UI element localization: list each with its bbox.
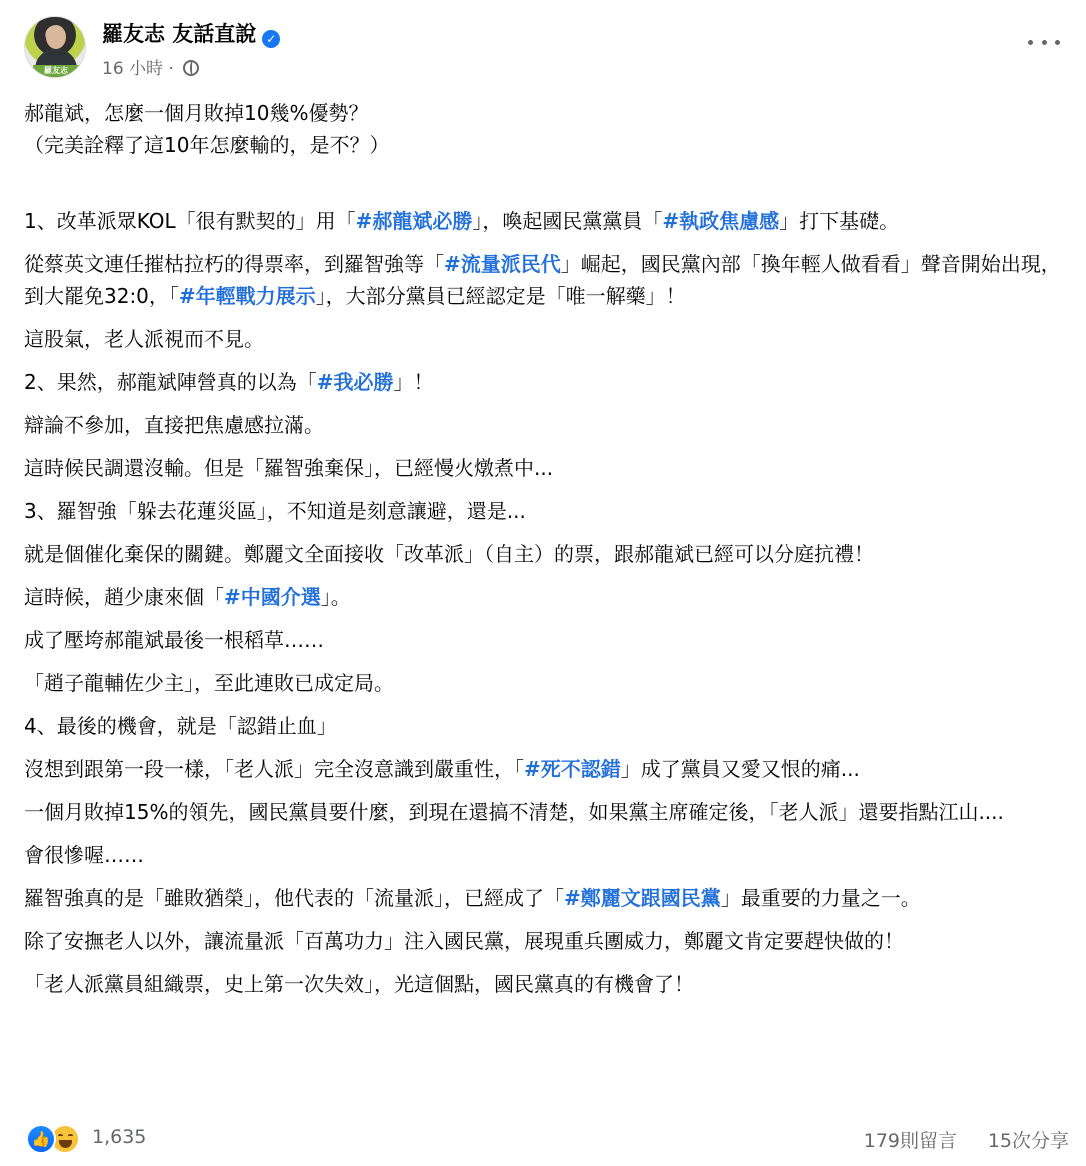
hashtag-link[interactable]: #我必勝 [316,370,394,394]
globe-icon [183,60,199,76]
haha-eye [68,1134,73,1137]
post-paragraph: 會很慘喔…… [24,843,144,867]
more-dot [1042,40,1047,45]
post-timestamp[interactable]: 16 小時 [102,59,164,79]
meta-separator: · [168,59,174,79]
text-run: 2、果然，郝龍斌陣營真的以為「 [24,370,317,394]
more-dot [1055,40,1060,45]
post-paragraph: 成了壓垮郝龍斌最後一根稻草…… [24,628,324,652]
text-run: 1、改革派眾KOL「很有默契的」用「 [24,209,356,233]
post-footer [24,1120,1069,1156]
post-paragraph: 除了安撫老人以外，讓流量派「百萬功力」注入國民黨，展現重兵團威力，鄭麗文肯定要趕快做的！ [24,929,904,953]
post-paragraph [24,205,1069,237]
page-name-row [102,18,280,48]
text-run: 」，大部分黨員已經認定是「唯一解藥」！ [315,284,686,308]
haha-mouth [59,1140,72,1148]
verified-badge-icon: ✓ [262,30,280,48]
post-paragraph: 郝龍斌，怎麼一個月敗掉10幾%優勢？ [24,101,369,125]
text-run: 」！ [393,370,434,394]
post-paragraph: （完美詮釋了這10年怎麼輸的，是不？） [24,133,390,157]
avatar-face [46,25,66,49]
share-count-link[interactable]: 15次分享 [987,1130,1069,1152]
haha-eye [58,1134,63,1137]
post-paragraph [24,882,1069,914]
post-header [24,16,1064,86]
reaction-count[interactable]: 1,635 [92,1126,147,1148]
text-run: 」崛起，國民黨內部「換年輕人做看看」聲音開始出現，到大罷免32:0，「 [24,252,1061,308]
post-meta [102,54,199,79]
page-name-link[interactable]: 羅友志 友話直說 [102,22,257,46]
text-run: 」最重要的力量之一。 [720,886,921,910]
avatar[interactable] [24,16,86,78]
hashtag-link[interactable]: #年輕戰力展示 [178,284,316,308]
post-paragraph: 一個月敗掉15%的領先，國民黨員要什麼，到現在還搞不清楚，如果黨主席確定後，「老人派」還要指點江山.... [24,800,1004,824]
blank-line [24,161,1069,205]
hashtag-link[interactable]: #鄭麗文跟國民黨 [564,886,721,910]
post-paragraph: 就是個催化棄保的關鍵。鄭麗文全面接收「改革派」（自主）的票，跟郝龍斌已經可以分庭抗禮！ [24,542,874,566]
more-dot [1028,40,1033,45]
hashtag-link[interactable]: #中國介選 [224,585,321,609]
text-run: 從蔡英文連任摧枯拉朽的得票率，到羅智強等「 [24,252,444,276]
hashtag-link[interactable]: #死不認錯 [524,757,621,781]
hashtag-link[interactable]: #流量派民代 [444,252,561,276]
text-run: 」，喚起國民黨黨員「 [472,209,663,233]
hashtag-link[interactable]: #郝龍斌必勝 [355,209,473,233]
post-paragraph [24,248,1069,312]
post-body [24,97,1069,1011]
post-paragraph: 辯論不參加，直接把焦慮感拉滿。 [24,413,324,437]
post-paragraph: 這時候民調還沒輸。但是「羅智強棄保」，已經慢火燉煮中... [24,456,554,480]
like-reaction-icon[interactable]: 👍 [26,1124,56,1154]
post-paragraph: 「趙子龍輔佐少主」，至此連敗已成定局。 [24,671,394,695]
post-paragraph [24,753,1069,785]
text-run: 沒想到跟第一段一樣，「老人派」完全沒意識到嚴重性，「 [24,757,524,781]
more-options-icon[interactable] [1028,32,1060,52]
comment-count-link[interactable]: 179則留言 [863,1130,957,1152]
text-run: 」成了黨員又愛又恨的痛... [620,757,860,781]
post-paragraph: 3、羅智強「躲去花蓮災區」，不知道是刻意讓避，還是... [24,499,526,523]
text-run: 」打下基礎。 [779,209,900,233]
post-paragraph: 這股氣，老人派視而不見。 [24,327,264,351]
post-paragraph [24,581,1069,613]
text-run: 這時候，趙少康來個「 [24,585,224,609]
post-paragraph: 4、最後的機會，就是「認錯止血」 [24,714,337,738]
avatar-badge: 羅友志 [33,65,79,77]
post-paragraph: 「老人派黨員組織票，史上第一次失效」，光這個點，國民黨真的有機會了！ [24,972,694,996]
text-run: 」。 [320,585,351,609]
hashtag-link[interactable]: #執政焦慮感 [662,209,780,233]
post-paragraph [24,366,1069,398]
text-run: 羅智強真的是「雖敗猶榮」，他代表的「流量派」，已經成了「 [24,886,564,910]
